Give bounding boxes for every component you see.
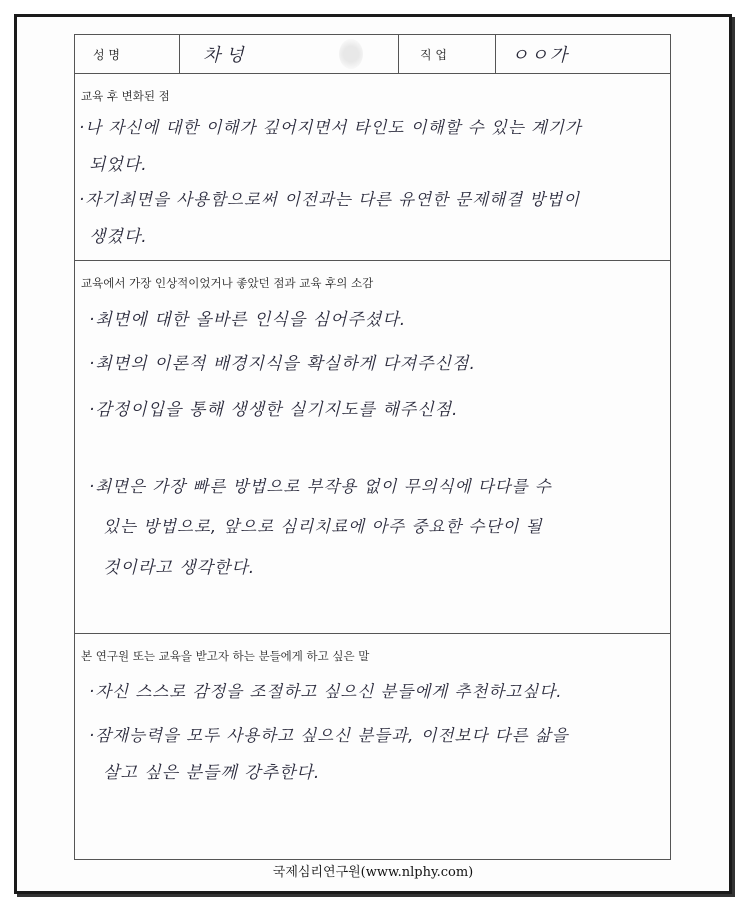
impressions-line-4: ·최면은 가장 빠른 방법으로 부작용 없이 무의식에 다다를 수 — [89, 477, 552, 496]
section-changes — [75, 74, 670, 261]
section-message-title: 본 연구원 또는 교육을 받고자 하는 분들에게 하고 싶은 말 — [81, 649, 370, 663]
impressions-line-6: 것이라고 생각한다. — [103, 558, 256, 578]
changes-line-2: 되었다. — [89, 155, 148, 175]
impressions-line-1: ·최면에 대한 올바른 인식을 심어주셨다. — [89, 310, 407, 330]
message-line-2: ·잠재능력을 모두 사용하고 싶으신 분들과, 이전보다 다른 삶을 — [89, 726, 569, 745]
job-label: 직 업 — [420, 47, 447, 62]
header-row — [75, 35, 670, 74]
section-changes-title: 교육 후 변화된 점 — [81, 89, 170, 103]
name-value: 차 넝 — [203, 45, 244, 66]
changes-line-4: 생겼다. — [89, 227, 148, 247]
feedback-form — [74, 34, 671, 860]
name-label: 성 명 — [93, 47, 120, 62]
section-impressions-title: 교육에서 가장 인상적이었거나 좋았던 점과 교육 후의 소감 — [81, 276, 374, 290]
job-value: ㅇㅇ가 — [511, 45, 570, 66]
impressions-line-3: ·감정이입을 통해 생생한 실기지도를 해주신점. — [89, 400, 459, 420]
impressions-line-5: 있는 방법으로, 앞으로 심리치료에 아주 중요한 수단이 될 — [103, 517, 543, 536]
message-line-1: ·자신 스스로 감정을 조절하고 싶으신 분들에게 추천하고싶다. — [89, 682, 563, 701]
footer-institute: 국제심리연구원(www.nlphy.com) — [272, 865, 474, 880]
impressions-line-2: ·최면의 이론적 배경지식을 확실하게 다져주신점. — [89, 354, 476, 374]
message-line-3: 살고 싶은 분들께 강추한다. — [103, 763, 321, 783]
section-message — [75, 634, 670, 858]
section-impressions — [75, 261, 670, 634]
privacy-smudge — [339, 39, 363, 69]
feedback-form-paper — [14, 14, 732, 894]
changes-line-3: ·자기최면을 사용함으로써 이전과는 다른 유연한 문제해결 방법이 — [79, 190, 581, 209]
changes-line-1: ·나 자신에 대한 이해가 깊어지면서 타인도 이해할 수 있는 계기가 — [79, 118, 582, 137]
